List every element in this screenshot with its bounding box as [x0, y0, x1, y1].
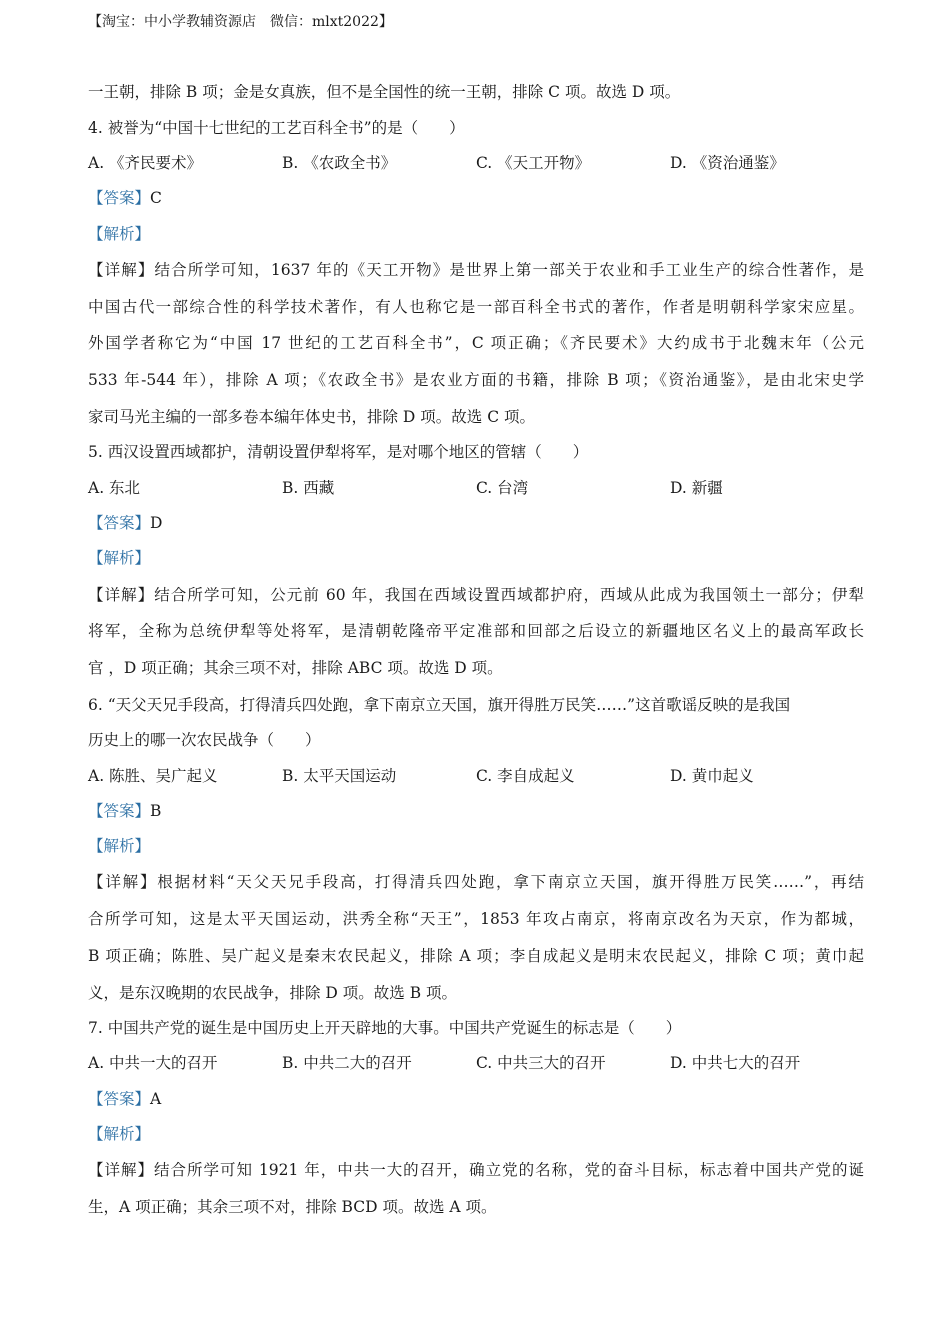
options-row [88, 471, 864, 506]
analysis-line [88, 829, 864, 864]
analysis-label: 【解析】 [88, 837, 151, 856]
option-c: C. 李自成起义 [476, 766, 575, 785]
option-b: B. 西藏 [282, 478, 335, 497]
detail-label: 【详解】 [88, 873, 158, 892]
answer-line [88, 506, 864, 541]
analysis-line [88, 217, 864, 252]
option-a: A. 中共一大的召开 [88, 1054, 218, 1073]
detail-line: 家司马光主编的一部多卷本编年体史书，排除 D 项。故选 C 项。 [88, 407, 535, 426]
question-stem: 7. 中国共产党的诞生是中国历史上开天辟地的大事。中国共产党诞生的标志是（ ） [88, 1019, 682, 1038]
answer-label: 【答案】 [88, 189, 151, 208]
detail-line [88, 577, 864, 614]
document-body [88, 74, 864, 1226]
detail-paragraph [88, 252, 864, 435]
detail-line: 中国古代一部综合性的科学技术著作，有人也称它是一部百科全书式的著作，作者是明朝科学家宋应星。 [88, 297, 864, 316]
option-b: B. 中共二大的召开 [282, 1054, 412, 1073]
detail-paragraph [88, 1152, 864, 1225]
question-stem-continued: 历史上的哪一次农民战争（ ） [88, 731, 321, 750]
answer-value: C [150, 189, 162, 208]
option-d: D. 新疆 [670, 478, 723, 497]
answer-value: A [150, 1089, 162, 1108]
detail-paragraph [88, 577, 864, 687]
option-b: B. 《农政全书》 [282, 153, 397, 172]
options-row [88, 1046, 864, 1081]
option-d: D. 《资治通鉴》 [670, 153, 785, 172]
detail-text: 结合所学可知 1921 年，中共一大的召开，确立党的名称，党的奋斗目标，标志着中国共产党的诞 [153, 1161, 864, 1180]
detail-line: B 项正确；陈胜、吴广起义是秦末农民起义，排除 A 项；李自成起义是明末农民起义，排除 C 项；黄巾起 [88, 946, 864, 965]
detail-line: 将军，全称为总统伊犁等处将军，是清朝乾隆帝平定准部和回部之后设立的新疆地区名义上的最高军政长 [88, 622, 864, 641]
option-c: C. 《天工开物》 [476, 153, 591, 172]
detail-line [88, 1152, 864, 1189]
answer-label: 【答案】 [88, 513, 151, 532]
answer-label: 【答案】 [88, 1089, 151, 1108]
answer-value: D [150, 513, 163, 532]
question-stem: 6. “天父天兄手段高，打得清兵四处跑，拿下南京立天国，旗开得胜万民笑……”这首歌谣反映的是我国 [88, 695, 791, 714]
answer-line [88, 181, 864, 216]
option-c: C. 台湾 [476, 478, 529, 497]
question-6 [88, 687, 864, 1012]
detail-line [88, 864, 864, 901]
option-a: A. 陈胜、吴广起义 [88, 766, 218, 785]
options-row [88, 759, 864, 794]
option-a: A. 东北 [88, 478, 141, 497]
detail-text: 结合所学可知，公元前 60 年，我国在西域设置西域都护府，西域从此成为我国领土一部分；伊犁 [154, 585, 864, 604]
detail-text: 结合所学可知，1637 年的《天工开物》是世界上第一部关于农业和手工业生产的综合性著作，是 [154, 260, 864, 279]
question-stem: 4. 被誉为“中国十七世纪的工艺百科全书”的是（ ） [88, 118, 465, 137]
analysis-line [88, 1117, 864, 1152]
question-5 [88, 435, 864, 686]
detail-label: 【详解】 [88, 1161, 154, 1180]
option-d: D. 中共七大的召开 [670, 1054, 801, 1073]
detail-label: 【详解】 [88, 585, 155, 604]
question-stem: 5. 西汉设置西域都护，清朝设置伊犁将军，是对哪个地区的管辖（ ） [88, 443, 589, 462]
detail-label: 【详解】 [88, 260, 155, 279]
detail-line: 生，A 项正确；其余三项不对，排除 BCD 项。故选 A 项。 [88, 1198, 497, 1217]
analysis-label: 【解析】 [88, 549, 151, 568]
detail-line [88, 252, 864, 289]
analysis-label: 【解析】 [88, 224, 151, 243]
answer-label: 【答案】 [88, 801, 151, 820]
detail-line: 义，是东汉晚期的农民战争，排除 D 项。故选 B 项。 [88, 983, 458, 1002]
option-b: B. 太平天国运动 [282, 766, 397, 785]
question-4 [88, 111, 864, 436]
previous-answer-tail: 一王朝，排除 B 项；金是女真族，但不是全国性的统一王朝，排除 C 项。故选 D 项。 [88, 83, 681, 101]
option-d: D. 黄巾起义 [670, 766, 754, 785]
detail-text: 根据材料“天父天兄手段高，打得清兵四处跑，拿下南京立天国，旗开得胜万民笑……”，再结 [157, 873, 864, 892]
detail-paragraph [88, 864, 864, 1011]
detail-line: 533 年-544 年），排除 A 项；《农政全书》是农业方面的书籍，排除 B 项；《资治通鉴》，是由北宋史学 [88, 370, 864, 389]
option-c: C. 中共三大的召开 [476, 1054, 606, 1073]
detail-line: 官 ，D 项正确；其余三项不对，排除 ABC 项。故选 D 项。 [88, 658, 503, 677]
analysis-label: 【解析】 [88, 1125, 151, 1144]
question-7 [88, 1011, 864, 1226]
answer-line [88, 1082, 864, 1117]
answer-value: B [150, 801, 162, 820]
detail-line: 合所学可知，这是太平天国运动，洪秀全称“天王”，1853 年攻占南京，将南京改名为天京，作为都城， [88, 910, 864, 929]
answer-line [88, 794, 864, 829]
header-wechat: 微信：mlxt2022】 [270, 14, 393, 30]
header-shop: 【淘宝：中小学教辅资源店 [88, 14, 256, 30]
option-a: A. 《齐民要术》 [88, 153, 203, 172]
page-header [88, 12, 393, 32]
analysis-line [88, 541, 864, 576]
detail-line: 外国学者称它为“中国 17 世纪的工艺百科全书”，C 项正确；《齐民要术》大约成书于北魏末年（公元 [88, 334, 864, 353]
options-row [88, 146, 864, 181]
